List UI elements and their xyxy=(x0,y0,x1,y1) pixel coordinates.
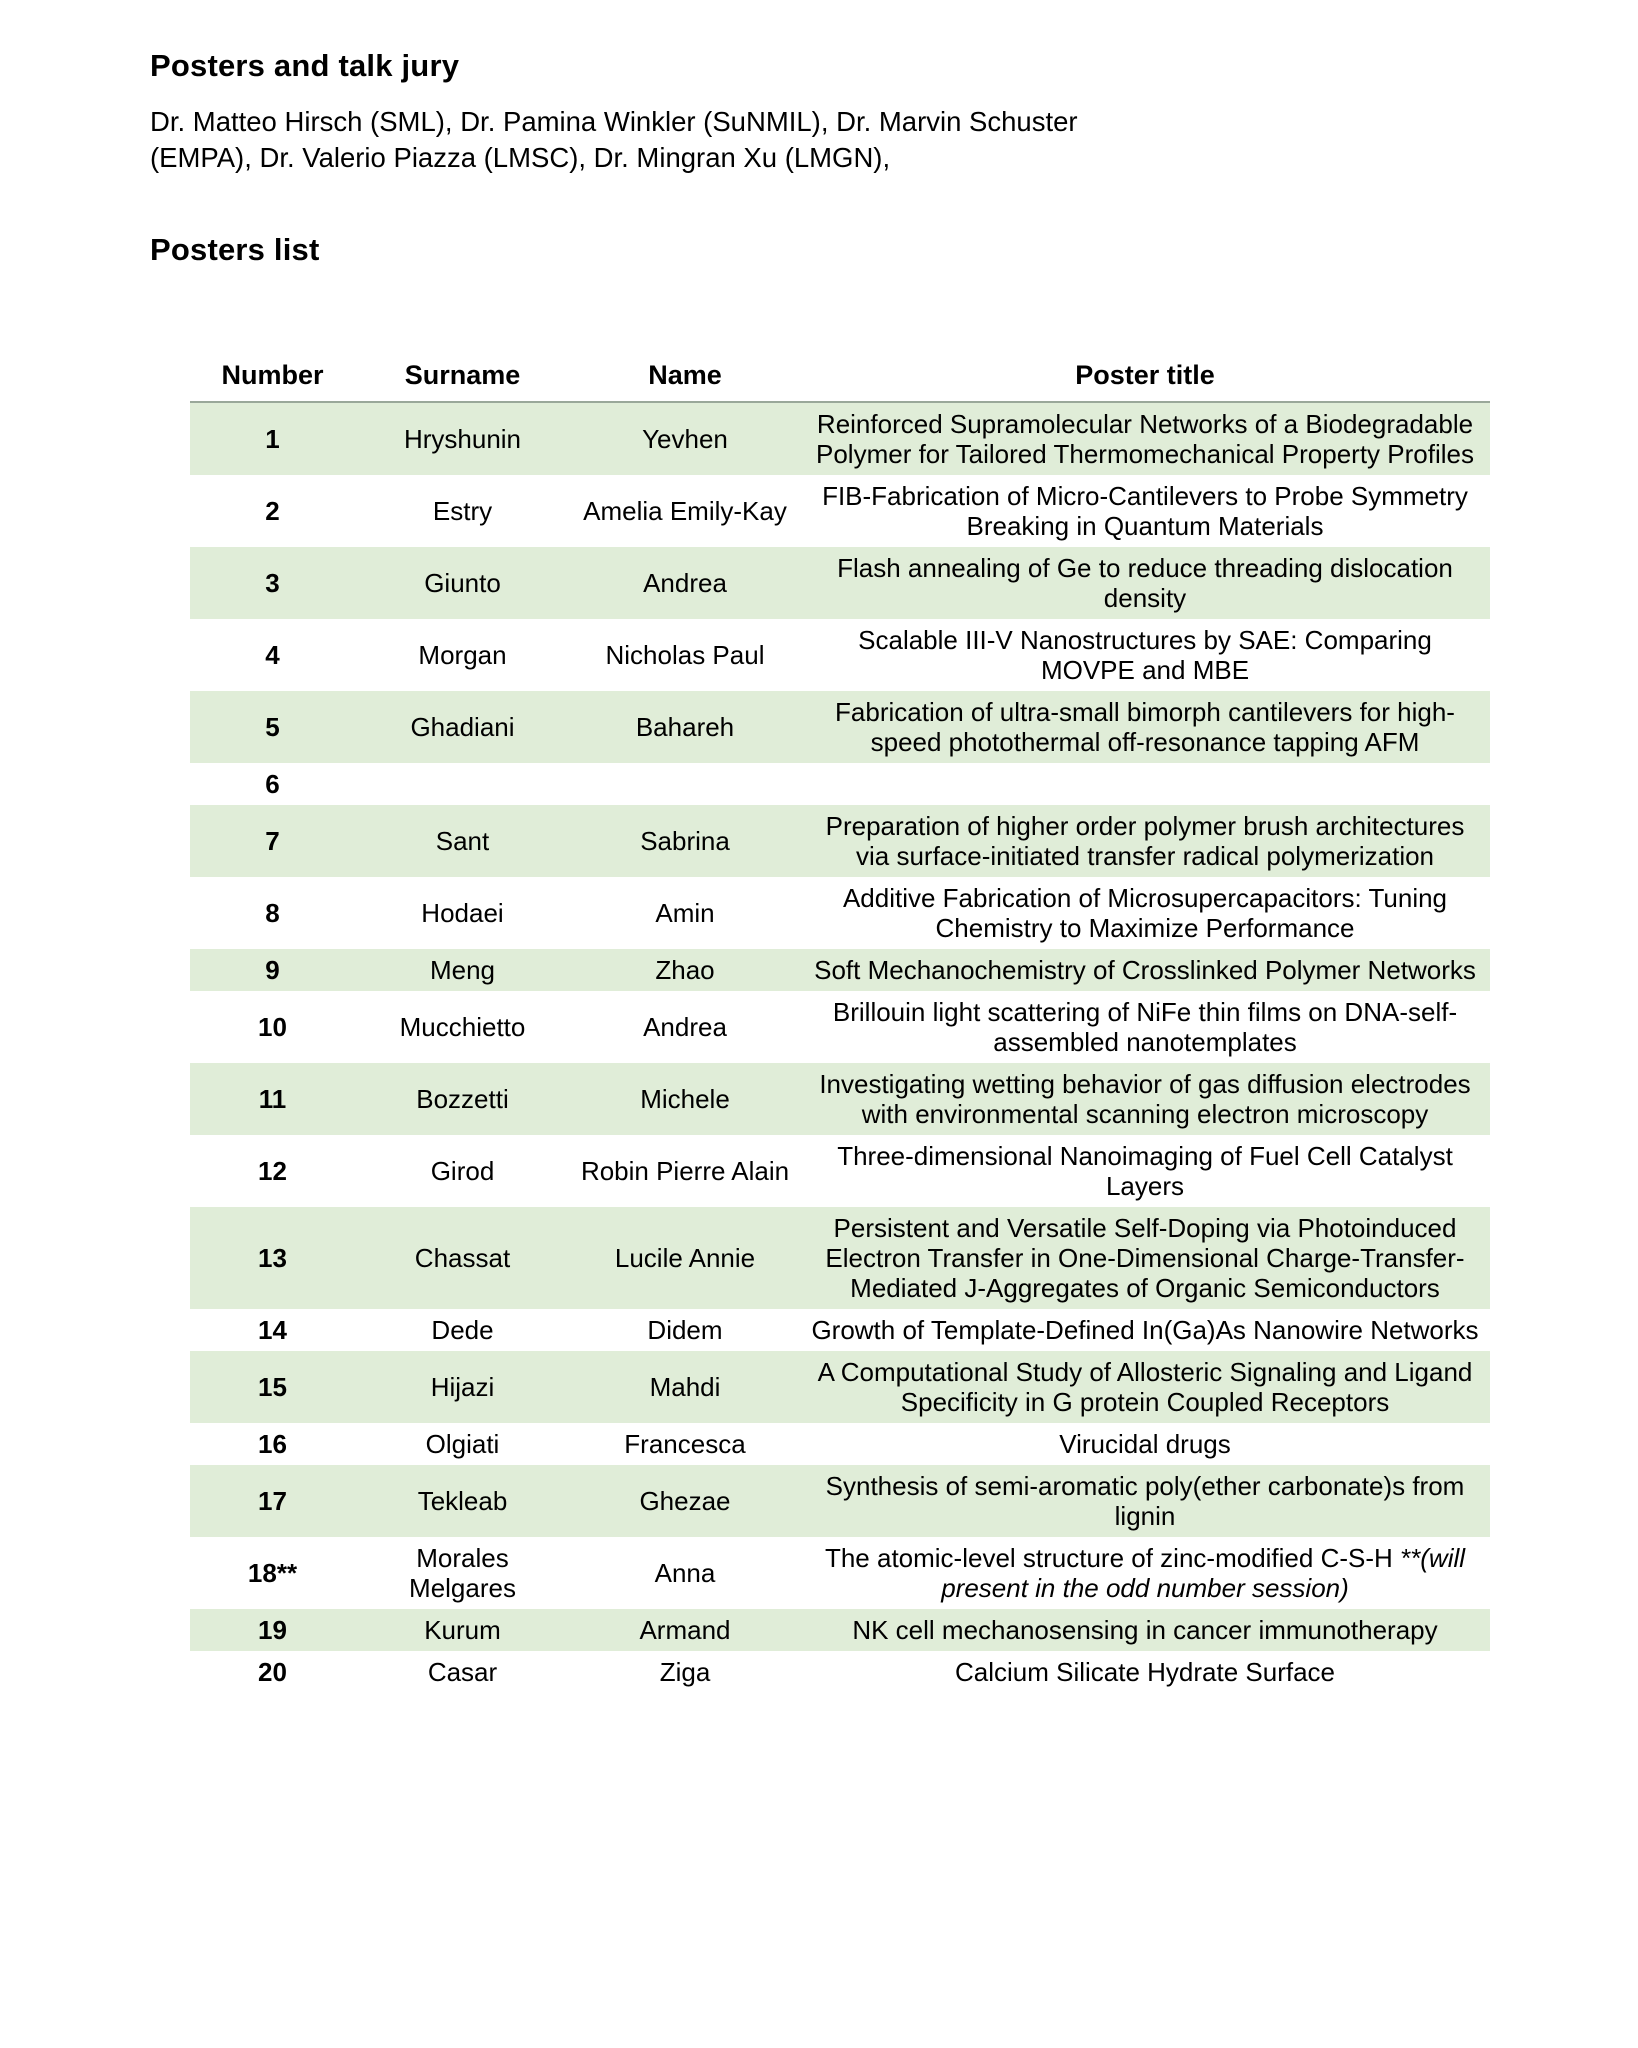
cell-surname: Dede xyxy=(431,1315,494,1345)
poster-title-text: Flash annealing of Ge to reduce threading dislocation density xyxy=(837,553,1453,613)
cell-number: 4 xyxy=(265,640,280,670)
table-row xyxy=(190,1609,1490,1651)
table-row xyxy=(190,1465,1490,1537)
cell-poster-title xyxy=(800,619,1490,691)
cell-poster-title xyxy=(800,805,1490,877)
table-row xyxy=(190,1309,1490,1351)
jury-section-title: Posters and talk jury xyxy=(150,48,460,83)
cell-surname: Chassat xyxy=(414,1243,511,1273)
cell-surname: Casar xyxy=(427,1657,498,1687)
poster-title-text: Synthesis of semi-aromatic poly(ether carbonate)s from lignin xyxy=(825,1471,1465,1531)
table-row xyxy=(190,619,1490,691)
cell-surname: Hijazi xyxy=(430,1372,495,1402)
cell-poster-title xyxy=(800,1609,1490,1651)
poster-title-text: FIB-Fabrication of Micro-Cantilevers to Probe Symmetry Breaking in Quantum Materials xyxy=(822,481,1468,541)
cell-name xyxy=(570,763,800,805)
cell-surname xyxy=(355,763,570,805)
cell-number: 9 xyxy=(265,955,280,985)
cell-surname: Giunto xyxy=(424,568,501,598)
cell-poster-title xyxy=(800,547,1490,619)
cell-name: Mahdi xyxy=(649,1372,721,1402)
cell-name: Amin xyxy=(655,898,715,928)
cell-surname: Olgiati xyxy=(425,1429,500,1459)
table-row xyxy=(190,1351,1490,1423)
poster-title-text: Brillouin light scattering of NiFe thin films on DNA-self-assembled nanotemplates xyxy=(832,997,1458,1057)
poster-title-text: NK cell mechanosensing in cancer immunotherapy xyxy=(852,1615,1438,1645)
table-row xyxy=(190,475,1490,547)
table-row xyxy=(190,691,1490,763)
cell-poster-title xyxy=(800,1309,1490,1351)
column-header-title: Poster title xyxy=(800,360,1490,402)
table-row xyxy=(190,1135,1490,1207)
poster-title-text: Virucidal drugs xyxy=(1059,1429,1231,1459)
cell-number: 1 xyxy=(265,424,280,454)
cell-poster-title xyxy=(800,877,1490,949)
cell-name: Sabrina xyxy=(640,826,730,856)
cell-number: 18** xyxy=(247,1558,298,1588)
poster-title-text: Scalable III-V Nanostructures by SAE: Comparing MOVPE and MBE xyxy=(858,625,1432,685)
cell-number: 10 xyxy=(258,1012,287,1042)
cell-poster-title xyxy=(800,991,1490,1063)
poster-title-text: The atomic-level structure of zinc-modified C-S-H xyxy=(824,1543,1393,1573)
cell-number: 2 xyxy=(265,496,280,526)
table-row xyxy=(190,547,1490,619)
table-row xyxy=(190,877,1490,949)
poster-title-text: Soft Mechanochemistry of Crosslinked Polymer Networks xyxy=(814,955,1476,985)
poster-title-text: Fabrication of ultra-small bimorph cantilevers for high-speed photothermal off-resonance tapping AFM xyxy=(835,697,1455,757)
cell-name: Armand xyxy=(639,1615,731,1645)
cell-poster-title xyxy=(800,1423,1490,1465)
poster-title-text: Preparation of higher order polymer brush architectures via surface-initiated transfer radical polymerization xyxy=(825,811,1465,871)
cell-name: Nicholas Paul xyxy=(605,640,765,670)
cell-number: 15 xyxy=(258,1372,287,1402)
cell-poster-title xyxy=(800,949,1490,991)
cell-name: Ziga xyxy=(659,1657,711,1687)
column-header-surname: Surname xyxy=(355,360,570,402)
posters-table-body xyxy=(190,402,1490,1693)
cell-number: 17 xyxy=(258,1486,287,1516)
table-row xyxy=(190,991,1490,1063)
poster-title-text: Three-dimensional Nanoimaging of Fuel Cell Catalyst Layers xyxy=(837,1141,1453,1201)
cell-surname: Ghadiani xyxy=(410,712,515,742)
cell-poster-title xyxy=(800,475,1490,547)
cell-number: 12 xyxy=(258,1156,287,1186)
table-header-row xyxy=(190,360,1490,402)
cell-surname: Girod xyxy=(430,1156,495,1186)
table-row xyxy=(190,1423,1490,1465)
cell-surname: Estry xyxy=(432,496,493,526)
table-row xyxy=(190,1207,1490,1309)
cell-poster-title xyxy=(800,1537,1490,1609)
poster-title-session-note: **(will present in the odd number session) xyxy=(941,1543,1466,1603)
table-row xyxy=(190,949,1490,991)
cell-number: 5 xyxy=(265,712,280,742)
cell-poster-title xyxy=(800,763,1490,805)
cell-poster-title xyxy=(800,1207,1490,1309)
cell-poster-title xyxy=(800,1351,1490,1423)
cell-surname: Hryshunin xyxy=(403,424,522,454)
poster-title-text: Investigating wetting behavior of gas diffusion electrodes with environmental scanning electron microscopy xyxy=(819,1069,1471,1129)
cell-poster-title xyxy=(800,1063,1490,1135)
cell-name: Ghezae xyxy=(639,1486,731,1516)
cell-surname: Mucchietto xyxy=(399,1012,526,1042)
poster-title-text: Persistent and Versatile Self-Doping via Photoinduced Electron Transfer in One-Dimensional Charge-Transfer-Mediated J-Aggregates of Organic Semiconductors xyxy=(825,1213,1465,1303)
cell-surname: Hodaei xyxy=(421,898,504,928)
jury-names: Dr. Matteo Hirsch (SML), Dr. Pamina Winkler (SuNMIL), Dr. Marvin Schuster (EMPA), Dr. Valerio Piazza (LMSC), Dr. Mingran Xu (LMGN), xyxy=(150,106,1078,173)
cell-surname: Kurum xyxy=(424,1615,501,1645)
column-header-number: Number xyxy=(190,360,355,402)
cell-number: 16 xyxy=(258,1429,287,1459)
cell-name: Zhao xyxy=(655,955,715,985)
cell-name: Lucile Annie xyxy=(614,1243,756,1273)
cell-number: 20 xyxy=(258,1657,287,1687)
cell-surname: Morgan xyxy=(418,640,507,670)
cell-surname: Sant xyxy=(435,826,490,856)
cell-surname: Meng xyxy=(429,955,496,985)
cell-poster-title xyxy=(800,402,1490,475)
cell-poster-title xyxy=(800,1135,1490,1207)
cell-number: 3 xyxy=(265,568,280,598)
column-header-name: Name xyxy=(570,360,800,402)
cell-name: Andrea xyxy=(643,568,727,598)
table-row xyxy=(190,1651,1490,1693)
table-row xyxy=(190,1063,1490,1135)
table-row xyxy=(190,763,1490,805)
cell-name: Anna xyxy=(654,1558,716,1588)
posters-list-title: Posters list xyxy=(150,232,320,267)
cell-name: Michele xyxy=(640,1084,730,1114)
cell-surname: Bozzetti xyxy=(416,1084,509,1114)
cell-name: Francesca xyxy=(624,1429,746,1459)
cell-number: 6 xyxy=(265,769,280,799)
cell-number: 13 xyxy=(258,1243,287,1273)
table-row xyxy=(190,402,1490,475)
cell-number: 14 xyxy=(258,1315,287,1345)
poster-title-text: A Computational Study of Allosteric Signaling and Ligand Specificity in G protein Coupled Receptors xyxy=(817,1357,1473,1417)
poster-title-text: Growth of Template-Defined In(Ga)As Nanowire Networks xyxy=(811,1315,1479,1345)
cell-poster-title xyxy=(800,691,1490,763)
cell-surname: Tekleab xyxy=(417,1486,508,1516)
table-row xyxy=(190,1537,1490,1609)
poster-title-text: Reinforced Supramolecular Networks of a Biodegradable Polymer for Tailored Thermomechanical Property Profiles xyxy=(816,409,1474,469)
cell-number: 19 xyxy=(258,1615,287,1645)
cell-name: Yevhen xyxy=(642,424,728,454)
cell-poster-title xyxy=(800,1651,1490,1693)
cell-name: Didem xyxy=(647,1315,723,1345)
cell-number: 7 xyxy=(265,826,280,856)
poster-title-text: Calcium Silicate Hydrate Surface xyxy=(954,1657,1336,1687)
cell-surname: Morales Melgares xyxy=(409,1543,516,1603)
cell-number: 11 xyxy=(258,1084,287,1114)
poster-title-text: Additive Fabrication of Microsupercapacitors: Tuning Chemistry to Maximize Performance xyxy=(842,883,1448,943)
cell-name: Robin Pierre Alain xyxy=(580,1156,790,1186)
cell-poster-title xyxy=(800,1465,1490,1537)
cell-name: Amelia Emily-Kay xyxy=(583,496,787,526)
cell-name: Andrea xyxy=(643,1012,727,1042)
table-row xyxy=(190,805,1490,877)
posters-table xyxy=(190,360,1490,1693)
cell-number: 8 xyxy=(265,898,280,928)
cell-name: Bahareh xyxy=(635,712,735,742)
